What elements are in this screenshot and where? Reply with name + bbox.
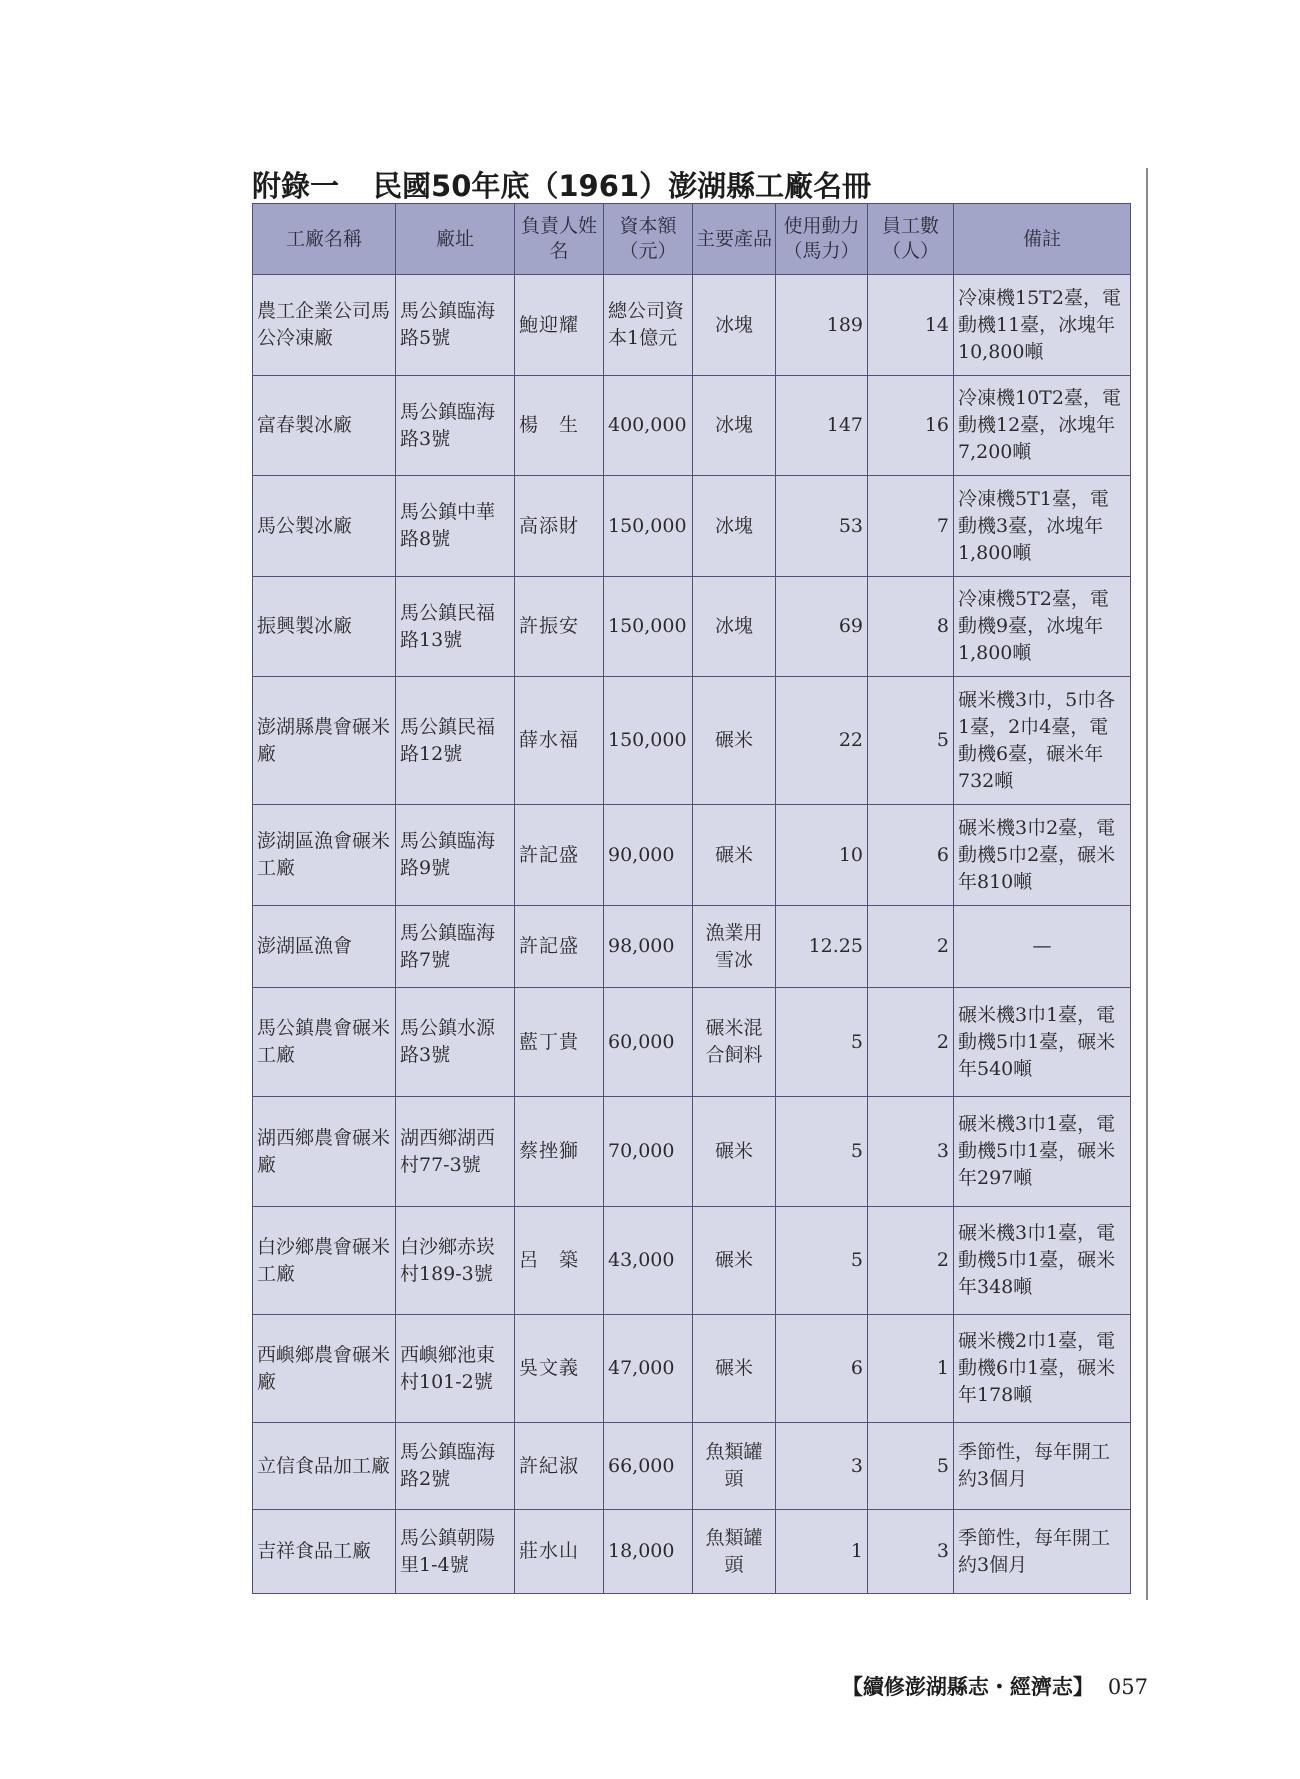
- page-footer: [842, 1671, 1148, 1701]
- cell-staff: 5: [868, 1423, 954, 1510]
- cell-power: 12.25: [776, 906, 868, 988]
- header-power: 使用動力（馬力）: [776, 204, 868, 275]
- cell-address: 湖西鄉湖西村77-3號: [396, 1097, 515, 1207]
- cell-person: 許記盛: [515, 906, 604, 988]
- table-row: [253, 376, 1131, 476]
- header-person: 負責人姓名: [515, 204, 604, 275]
- cell-person: 許記盛: [515, 805, 604, 906]
- cell-staff: 6: [868, 805, 954, 906]
- cell-capital: 150,000: [604, 577, 693, 677]
- page-margin-rule: [1146, 168, 1148, 1600]
- cell-capital: 70,000: [604, 1097, 693, 1207]
- cell-power: 6: [776, 1315, 868, 1423]
- table-row: [253, 577, 1131, 677]
- cell-note: 冷凍機10T2臺，電動機12臺，冰塊年7,200噸: [954, 376, 1131, 476]
- cell-note: 季節性，每年開工約3個月: [954, 1423, 1131, 1510]
- cell-capital: 150,000: [604, 476, 693, 577]
- cell-factory-name: 澎湖區漁會: [253, 906, 396, 988]
- cell-factory-name: 澎湖縣農會碾米廠: [253, 677, 396, 805]
- cell-power: 53: [776, 476, 868, 577]
- cell-product: 魚類罐頭: [693, 1510, 776, 1594]
- cell-factory-name: 馬公製冰廠: [253, 476, 396, 577]
- cell-product: 魚類罐頭: [693, 1423, 776, 1510]
- cell-factory-name: 馬公鎮農會碾米工廠: [253, 988, 396, 1097]
- cell-factory-name: 立信食品加工廠: [253, 1423, 396, 1510]
- cell-capital: 60,000: [604, 988, 693, 1097]
- cell-note: 碾米機3巾1臺，電動機5巾1臺，碾米年540噸: [954, 988, 1131, 1097]
- cell-address: 馬公鎮臨海路7號: [396, 906, 515, 988]
- cell-staff: 7: [868, 476, 954, 577]
- table-row: [253, 988, 1131, 1097]
- cell-power: 189: [776, 275, 868, 376]
- cell-capital: 98,000: [604, 906, 693, 988]
- cell-note: 冷凍機5T1臺，電動機3臺，冰塊年1,800噸: [954, 476, 1131, 577]
- cell-person: 莊水山: [515, 1510, 604, 1594]
- cell-staff: 2: [868, 988, 954, 1097]
- cell-staff: 1: [868, 1315, 954, 1423]
- page-title: [252, 164, 871, 205]
- cell-person: 藍丁貴: [515, 988, 604, 1097]
- cell-staff: 16: [868, 376, 954, 476]
- header-staff: 員工數（人）: [868, 204, 954, 275]
- cell-address: 馬公鎮民福路12號: [396, 677, 515, 805]
- cell-product: 冰塊: [693, 476, 776, 577]
- cell-person: 楊 生: [515, 376, 604, 476]
- cell-address: 西嶼鄉池東村101-2號: [396, 1315, 515, 1423]
- header-note: 備註: [954, 204, 1131, 275]
- header-capital: 資本額（元）: [604, 204, 693, 275]
- cell-capital: 18,000: [604, 1510, 693, 1594]
- cell-capital: 400,000: [604, 376, 693, 476]
- header-product: 主要產品: [693, 204, 776, 275]
- cell-product: 冰塊: [693, 376, 776, 476]
- cell-product: 冰塊: [693, 275, 776, 376]
- cell-factory-name: 吉祥食品工廠: [253, 1510, 396, 1594]
- title-text: 民國50年底（1961）澎湖縣工廠名冊: [373, 169, 872, 203]
- cell-address: 馬公鎮民福路13號: [396, 577, 515, 677]
- cell-person: 呂 築: [515, 1207, 604, 1315]
- cell-address: 馬公鎮臨海路2號: [396, 1423, 515, 1510]
- cell-capital: 150,000: [604, 677, 693, 805]
- cell-capital: 43,000: [604, 1207, 693, 1315]
- title-label: 附錄一: [252, 169, 340, 203]
- cell-power: 5: [776, 988, 868, 1097]
- cell-product: 碾米: [693, 1315, 776, 1423]
- cell-power: 3: [776, 1423, 868, 1510]
- table-row: [253, 677, 1131, 805]
- cell-product: 冰塊: [693, 577, 776, 677]
- cell-staff: 3: [868, 1510, 954, 1594]
- cell-note: 碾米機3巾，5巾各1臺，2巾4臺，電動機6臺，碾米年732噸: [954, 677, 1131, 805]
- table-row: [253, 275, 1131, 376]
- cell-note: 碾米機3巾2臺，電動機5巾2臺，碾米年810噸: [954, 805, 1131, 906]
- table-row: [253, 476, 1131, 577]
- cell-note: 碾米機3巾1臺，電動機5巾1臺，碾米年348噸: [954, 1207, 1131, 1315]
- cell-address: 馬公鎮臨海路9號: [396, 805, 515, 906]
- cell-factory-name: 富春製冰廠: [253, 376, 396, 476]
- cell-power: 22: [776, 677, 868, 805]
- cell-address: 馬公鎮中華路8號: [396, 476, 515, 577]
- cell-product: 碾米: [693, 1097, 776, 1207]
- cell-factory-name: 農工企業公司馬公冷凍廠: [253, 275, 396, 376]
- cell-product: 漁業用雪冰: [693, 906, 776, 988]
- cell-person: 薛水福: [515, 677, 604, 805]
- table-header-row: [253, 204, 1131, 275]
- cell-factory-name: 澎湖區漁會碾米工廠: [253, 805, 396, 906]
- cell-product: 碾米: [693, 1207, 776, 1315]
- cell-person: 吳文義: [515, 1315, 604, 1423]
- cell-capital: 90,000: [604, 805, 693, 906]
- cell-note: 冷凍機15T2臺，電動機11臺，冰塊年10,800噸: [954, 275, 1131, 376]
- cell-capital: 47,000: [604, 1315, 693, 1423]
- cell-factory-name: 白沙鄉農會碾米工廠: [253, 1207, 396, 1315]
- cell-capital: 66,000: [604, 1423, 693, 1510]
- cell-note: —: [1032, 935, 1052, 957]
- cell-product: 碾米: [693, 677, 776, 805]
- cell-product: 碾米混合飼料: [693, 988, 776, 1097]
- cell-staff: 2: [868, 1207, 954, 1315]
- cell-power: 69: [776, 577, 868, 677]
- table-row: [253, 1097, 1131, 1207]
- header-factory-name: 工廠名稱: [253, 204, 396, 275]
- cell-address: 馬公鎮臨海路3號: [396, 376, 515, 476]
- cell-person: 高添財: [515, 476, 604, 577]
- cell-address: 白沙鄉赤崁村189-3號: [396, 1207, 515, 1315]
- cell-note: 碾米機3巾1臺，電動機5巾1臺，碾米年297噸: [954, 1097, 1131, 1207]
- cell-person: 許振安: [515, 577, 604, 677]
- cell-power: 5: [776, 1097, 868, 1207]
- table-row: [253, 1423, 1131, 1510]
- book-title: 【續修澎湖縣志・經濟志】: [841, 1674, 1094, 1699]
- cell-note: 季節性，每年開工約3個月: [954, 1510, 1131, 1594]
- table-row: [253, 1510, 1131, 1594]
- cell-power: 10: [776, 805, 868, 906]
- cell-factory-name: 振興製冰廠: [253, 577, 396, 677]
- cell-product: 碾米: [693, 805, 776, 906]
- table-row: [253, 906, 1131, 988]
- cell-note: 冷凍機5T2臺，電動機9臺，冰塊年1,800噸: [954, 577, 1131, 677]
- cell-staff: 2: [868, 906, 954, 988]
- cell-person: 許紀淑: [515, 1423, 604, 1510]
- cell-address: 馬公鎮水源路3號: [396, 988, 515, 1097]
- cell-person: 蔡挫獅: [515, 1097, 604, 1207]
- cell-power: 147: [776, 376, 868, 476]
- cell-note: 碾米機2巾1臺，電動機6巾1臺，碾米年178噸: [954, 1315, 1131, 1423]
- cell-power: 1: [776, 1510, 868, 1594]
- table-row: [253, 1315, 1131, 1423]
- header-address: 廠址: [396, 204, 515, 275]
- cell-address: 馬公鎮朝陽里1-4號: [396, 1510, 515, 1594]
- cell-staff: 5: [868, 677, 954, 805]
- cell-address: 馬公鎮臨海路5號: [396, 275, 515, 376]
- factory-register-table: [252, 203, 1131, 1594]
- table-row: [253, 1207, 1131, 1315]
- cell-factory-name: 湖西鄉農會碾米廠: [253, 1097, 396, 1207]
- cell-person: 鮑迎耀: [515, 275, 604, 376]
- cell-factory-name: 西嶼鄉農會碾米廠: [253, 1315, 396, 1423]
- cell-power: 5: [776, 1207, 868, 1315]
- cell-staff: 8: [868, 577, 954, 677]
- page-number: 057: [1107, 1675, 1148, 1699]
- cell-staff: 14: [868, 275, 954, 376]
- cell-staff: 3: [868, 1097, 954, 1207]
- cell-capital: 總公司資本1億元: [604, 275, 693, 376]
- table-row: [253, 805, 1131, 906]
